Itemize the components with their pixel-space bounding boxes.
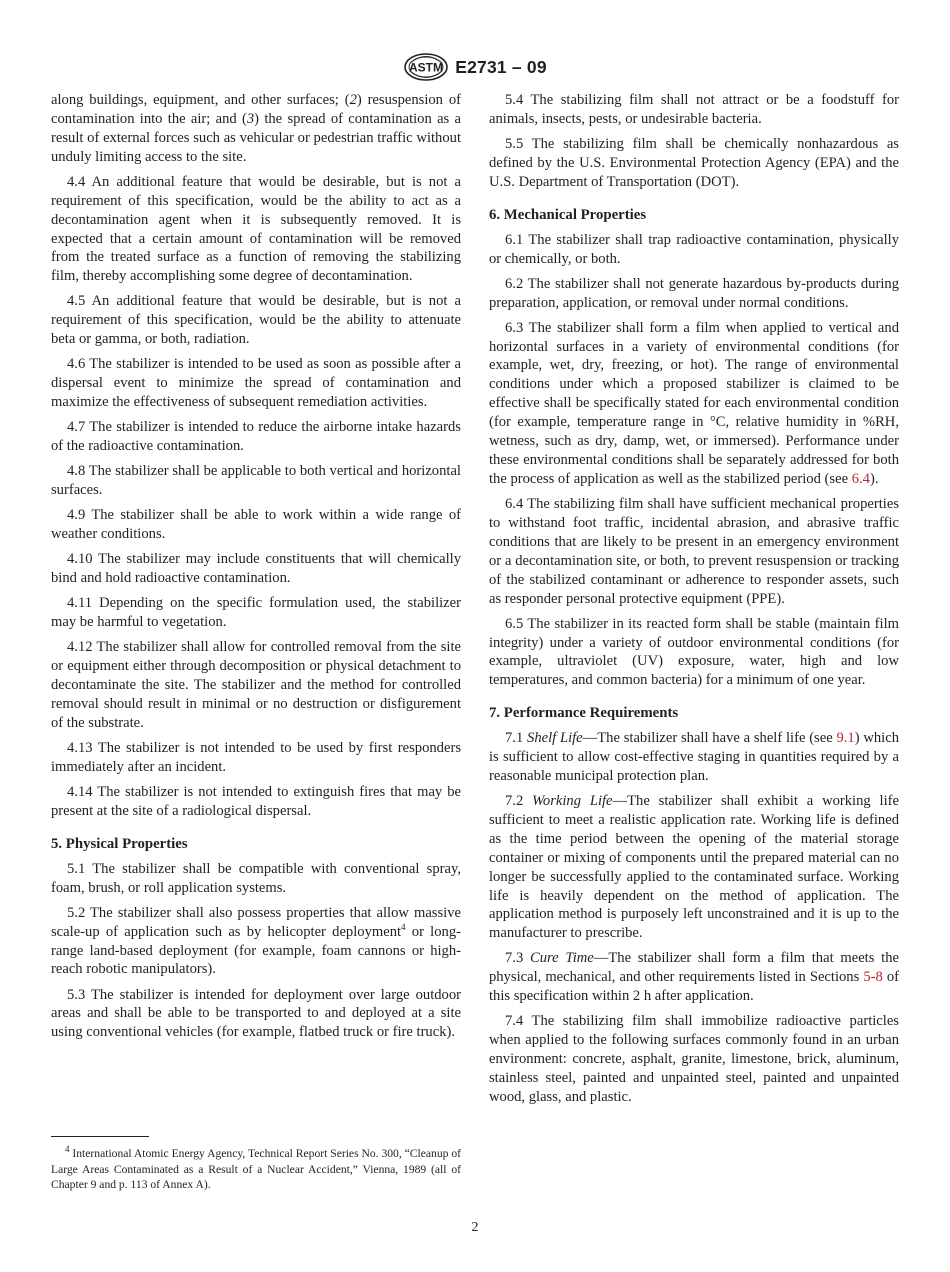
document-id: E2731 – 09 (455, 56, 547, 77)
right-column (489, 91, 899, 1113)
paragraph-4-12: 4.12 The stabilizer shall allow for controlled removal from the site or equipment either through decomposition or physical detachment to decontaminate the site. The stabilizer and the method for controlled removal should result in minimal or no destruction or disfigurement of the substrate. (51, 639, 461, 731)
paragraph-4-8: 4.8 The stabilizer shall be applicable to both vertical and horizontal surfaces. (51, 463, 461, 499)
paragraph-6-5: 6.5 The stabilizer in its reacted form shall be stable (maintain film integrity) under a variety of outdoor environmental conditions (for example, ultraviolet (UV) exposure, water, high and low temperatures, and common bacteria) for a minimum of one year. (489, 615, 899, 689)
astm-logo-icon (403, 52, 449, 82)
paragraph-4-3-continued: along buildings, equipment, and other surfaces; (2) resuspension of contamination into the air; and (3) the spread of contamination as a result of external forces such as vehicular or pedestrian traffic without unduly limiting access to the site. (51, 92, 461, 165)
section-heading-5: 5. Physical Properties (51, 835, 188, 852)
paragraph-5-5: 5.5 The stabilizing film shall be chemically nonhazardous as defined by the U.S. Environmental Protection Agency (EPA) and the U.S. Department of Transportation (DOT). (489, 136, 899, 190)
footnote-4: $^4$ International Atomic Energy Agency, Technical Report Series No. 300, “Cleanup of Large Areas Contaminated as a Result of a Nuclear Accident,” Vienna, 1989 (all of Chapter 9 and p. 113 of Annex A). (51, 1144, 461, 1192)
paragraph-6-4: 6.4 The stabilizing film shall have sufficient mechanical properties to withstand foot traffic, incidental abrasion, and abrasive traffic conditions that are likely to be present in an emergency environment or a decontamination site, or both, to prevent resuspension or tracking of the stabilized contaminant or adherence to responder assets, such as responder personal protective equipment (PPE). (489, 495, 899, 607)
footnote-marker[interactable]: 4 (401, 921, 406, 932)
paragraph-5-1: 5.1 The stabilizer shall be compatible with conventional spray, foam, brush, or roll application systems. (51, 860, 461, 896)
paragraph-5-3: 5.3 The stabilizer is intended for deployment over large outdoor areas and shall be able to be transported to and deployed at a site using conventional vehicles (for example, flatbed truck or fire truck). (51, 986, 461, 1041)
paragraph-4-5: 4.5 An additional feature that would be desirable, but is not a requirement of this specification, would be the ability to attenuate beta or gamma, or both, radiation. (51, 293, 461, 348)
footnote-divider (51, 1136, 149, 1137)
paragraph-7-1: 7.1 Shelf Life—The stabilizer shall have a shelf life (see 9.1) which is sufficient to allow cost-effective staging in quantities required by a reasonable municipal protection plan. (489, 730, 899, 784)
section-link-6-4[interactable]: 6.4 (851, 470, 870, 487)
section-link-5-8[interactable]: 5-8 (863, 969, 883, 986)
paragraph-6-2: 6.2 The stabilizer shall not generate hazardous by-products during preparation, application, or removal under normal conditions. (489, 275, 899, 311)
section-heading-7: 7. Performance Requirements (489, 705, 679, 722)
paragraph-5-4: 5.4 The stabilizing film shall not attract or be a foodstuff for animals, insects, pests, or undesirable bacteria. (489, 92, 899, 127)
paragraph-4-11: 4.11 Depending on the specific formulation used, the stabilizer may be harmful to vegetation. (51, 595, 461, 631)
paragraph-4-6: 4.6 The stabilizer is intended to be used as soon as possible after a dispersal event to minimize the spread of contamination and maximize the effectiveness of subsequent remediation activities. (51, 356, 461, 411)
page-header (0, 50, 950, 84)
section-heading-6: 6. Mechanical Properties (489, 206, 647, 223)
paragraph-4-10: 4.10 The stabilizer may include constituents that will chemically bind and hold radioactive contamination. (51, 551, 461, 587)
paragraph-7-4: 7.4 The stabilizing film shall immobilize radioactive particles when applied to the following surfaces commonly found in an urban environment: concrete, asphalt, granite, limestone, brick, aluminum, stainless steel, painted and unpainted steel, painted and unpainted wood, glass, and plastic. (489, 1013, 899, 1105)
paragraph-7-3: 7.3 Cure Time—The stabilizer shall form a film that meets the physical, mechanical, and other requirements listed in Sections 5-8 of this specification within 2 h after application. (489, 950, 899, 1005)
paragraph-5-2: 5.2 The stabilizer shall also possess properties that allow massive scale-up of application such as by helicopter deployment$^4$ or long-range land-based deployment (for example, foam cannons or high-reach robotic manipulators). (51, 904, 461, 978)
paragraph-7-2: 7.2 Working Life—The stabilizer shall exhibit a working life sufficient to meet a realistic application rate. Working life is defined as the time period between the opening of the material storage container or mixing of components until the prepared material can no longer be successfully applied to the contaminated surface. Working life is heavily dependent on the method of application. The application method is purposely left unconstrained and it is up to the manufacturer to prescribe. (489, 793, 899, 942)
paragraph-6-3: 6.3 The stabilizer shall form a film when applied to vertical and horizontal surfaces in a variety of environmental conditions (for example, wet, dry, freezing, or hot). The range of environmental conditions under which a proposed stabilizer is claimed to be effective shall be specifically stated for each environmental condition (for example, temperature range in °C, relative humidity in %RH, wetness, such as dry, damp, wet, or immersed). Performance under these environmental conditions shall be separately addressed for both the process of application as well as the stabilized period (see 6.4). (489, 319, 899, 487)
paragraph-4-7: 4.7 The stabilizer is intended to reduce the airborne intake hazards of the radioactive contamination. (51, 419, 461, 455)
paragraph-4-9: 4.9 The stabilizer shall be able to work within a wide range of weather conditions. (51, 507, 461, 543)
page-number: 2 (471, 1220, 479, 1235)
paragraph-4-13: 4.13 The stabilizer is not intended to be used by first responders immediately after an incident. (51, 739, 461, 775)
paragraph-4-14: 4.14 The stabilizer is not intended to extinguish fires that may be present at the site of a radiological dispersal. (51, 783, 461, 819)
paragraph-4-4: 4.4 An additional feature that would be desirable, but is not a requirement of this specification, would be the ability to act as a decontamination agent when it is subsequently removed. It is expected that a certain amount of contamination will be removed from the treated surface as a function of removing the stabilizing film, thereby accomplishing some degree of decontamination. (51, 173, 461, 285)
svg-text:ASTM: ASTM (409, 60, 444, 75)
section-link-9-1[interactable]: 9.1 (836, 730, 855, 747)
paragraph-6-1: 6.1 The stabilizer shall trap radioactive contamination, physically or chemically, or both. (489, 231, 899, 267)
left-column (51, 91, 461, 1048)
